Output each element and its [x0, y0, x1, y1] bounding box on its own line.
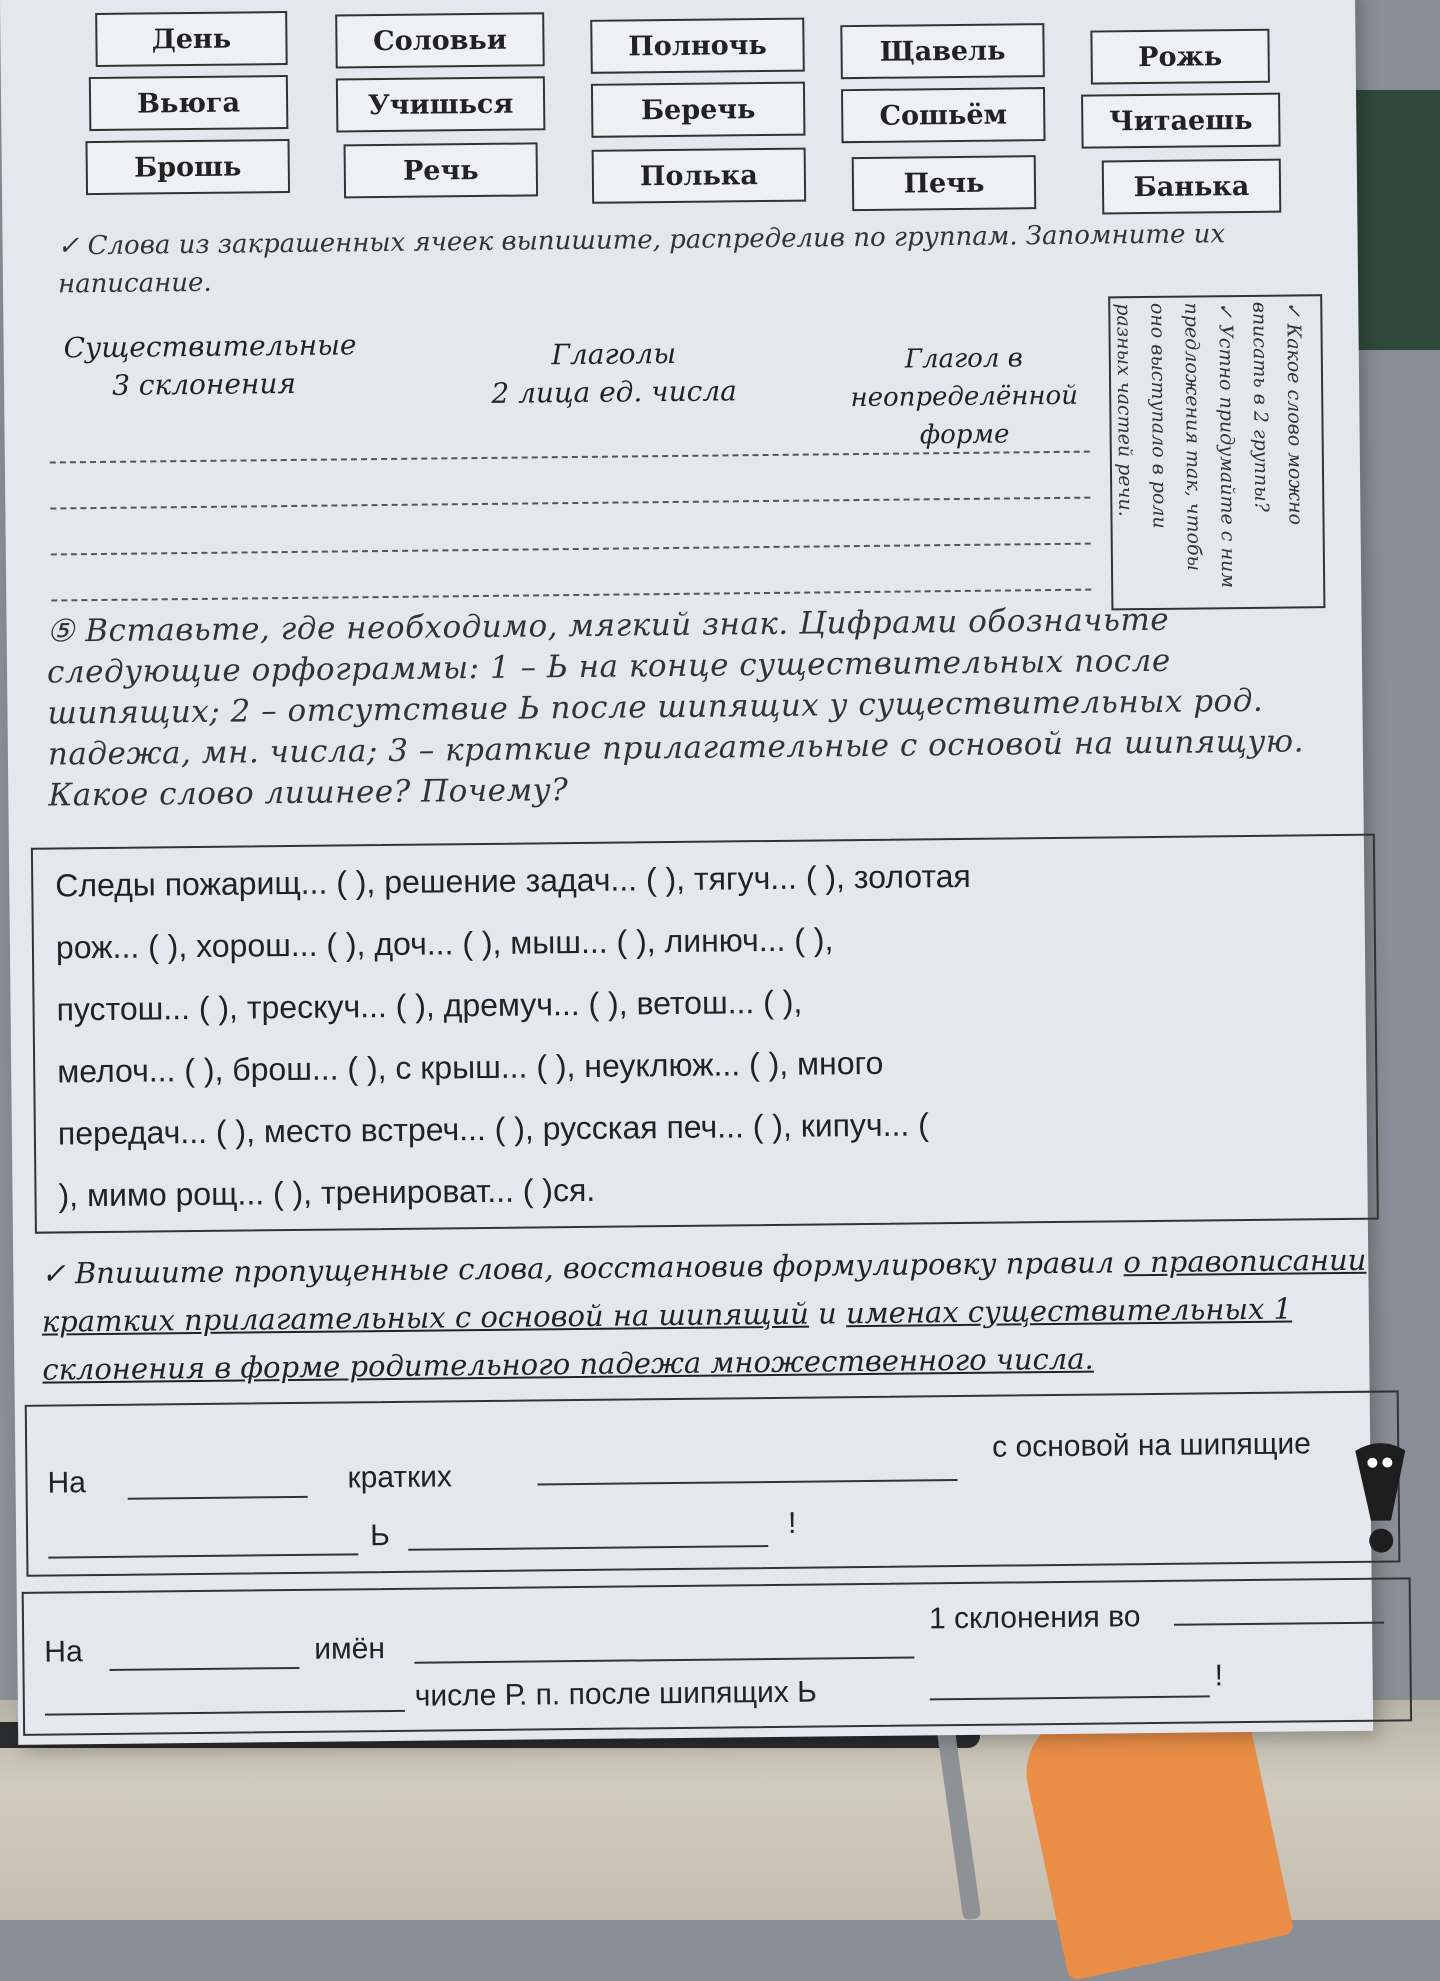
task6-intro: ✓ Впишите пропущенные слова, восстановив формулировку правил [41, 1245, 1115, 1291]
column-nouns-line1: Существительные [63, 328, 357, 365]
rule1-blank[interactable] [408, 1545, 768, 1551]
task-number-badge: ⑤ [46, 613, 76, 650]
grid-cell: Банька [1102, 159, 1282, 215]
task6-instruction [41, 1236, 1382, 1394]
side-note-box [1108, 294, 1325, 610]
grid-cell: Печь [852, 155, 1037, 211]
grid-cell: Речь [344, 142, 539, 198]
rule2-blank[interactable] [1174, 1622, 1384, 1626]
task5-text: Вставьте, где необходимо, мягкий знак. Цифрами обозначьте следующие орфограммы: 1 – Ь на конце существительных после шипящих; 2 – отсутствие Ь после шипящих у существительных род. падежа, мн. числа; 3 – краткие прилагательные с основой на шипящую. Какое слово лишнее? Почему? [46, 601, 1305, 814]
column-verbs-line2: 2 лица ед. числа [491, 374, 738, 410]
exclamation-mascot-icon [1345, 1440, 1416, 1561]
task6-topic2: именах существительных 1 склонения в форме родительного падежа множественного числа. [42, 1291, 1293, 1387]
column-verbs [464, 334, 765, 413]
column-verbs-line1: Глаголы [551, 336, 677, 372]
exercise-line: пустош... ( ), трескуч... ( ), дремуч... ( ), ветош... ( ), [56, 983, 803, 1028]
grid-cell: Учишься [336, 76, 546, 132]
grid-cell: Полька [592, 148, 807, 204]
task6-and: и [817, 1296, 837, 1331]
rule2-blank[interactable] [109, 1667, 299, 1671]
exercise-line: ), мимо рощ... ( ), тренироват... ( )ся. [58, 1171, 596, 1214]
grid-cell: День [95, 11, 288, 67]
rule1-blank[interactable] [128, 1496, 308, 1500]
grid-cell: Соловьи [335, 12, 545, 68]
rule2-box [22, 1577, 1412, 1736]
grid-cell: Полночь [590, 18, 805, 74]
column-infinitive-line1: Глагол в [904, 343, 1023, 375]
exercise-line: мелоч... ( ), брош... ( ), с крыш... ( ), неуклюж... ( ), много [57, 1044, 884, 1090]
column-nouns-line2: 3 склонения [111, 366, 297, 402]
answer-line[interactable] [51, 589, 1091, 602]
grid-cell: Щавель [840, 23, 1045, 79]
rule2-word: ! [1214, 1659, 1224, 1693]
exercise-line: передач... ( ), место встреч... ( ), русская печ... ( ), кипуч... ( [57, 1106, 930, 1152]
grid-cell: Рожь [1090, 29, 1270, 85]
side-note-text [1110, 301, 1313, 603]
rule2-word: 1 склонения во [928, 1600, 1141, 1636]
word-grid [80, 0, 1302, 211]
task6-topic: о правописании кратких прилагательных с основой на шипящий [41, 1242, 1367, 1339]
rule2-blank[interactable] [930, 1695, 1210, 1700]
rule1-blank[interactable] [48, 1553, 358, 1558]
column-infinitive-line2: неопределённой форме [850, 380, 1079, 451]
grid-cell: Читаешь [1081, 93, 1281, 149]
rule1-blank[interactable] [538, 1479, 958, 1485]
exercise-box [31, 834, 1379, 1234]
grid-cell: Брошь [85, 139, 290, 195]
grid-cell: Беречь [591, 82, 806, 138]
grid-cell: Сошьём [841, 87, 1046, 143]
grid-cell: Вьюга [89, 75, 289, 131]
answer-line[interactable] [50, 497, 1090, 510]
rule2-blank[interactable] [45, 1710, 405, 1716]
rule2-word: имён [314, 1632, 386, 1666]
rule1-box [25, 1390, 1401, 1576]
column-nouns [63, 326, 357, 405]
exercise-line: рож... ( ), хорош... ( ), доч... ( ), мыш... ( ), линюч... ( ), [55, 921, 834, 966]
rule2-word: На [44, 1635, 83, 1669]
rule2-blank[interactable] [414, 1657, 914, 1664]
chalkboard-background [1350, 90, 1440, 350]
column-infinitive [814, 338, 1115, 455]
rule2-word: числе Р. п. после шипящих Ь [414, 1675, 818, 1713]
answer-line[interactable] [51, 543, 1091, 556]
rule1-word: кратких [347, 1460, 453, 1495]
answer-line[interactable] [50, 451, 1090, 464]
rule1-word: ! [787, 1506, 797, 1540]
rule1-word: с основой на шипящие [992, 1427, 1312, 1464]
column-headers [63, 319, 1084, 450]
side-note-question-1: ✓ Какое слово можно вписать в 2 группы? [1248, 301, 1307, 526]
side-note-question-2: ✓ Устно придумайте с ним предложения так, чтобы оно выступало в роли разных частей речи. [1112, 302, 1240, 589]
task5-instruction [46, 598, 1338, 816]
group-instruction: ✓ Слова из закрашенных ячеек выпишите, распределив по группам. Запомните их написание. [57, 219, 1226, 300]
exercise-line: Следы пожарищ... ( ), решение задач... ( ), тягуч... ( ), золотая [55, 857, 971, 904]
rule1-word: На [47, 1466, 87, 1500]
rule1-word: Ь [369, 1519, 390, 1553]
